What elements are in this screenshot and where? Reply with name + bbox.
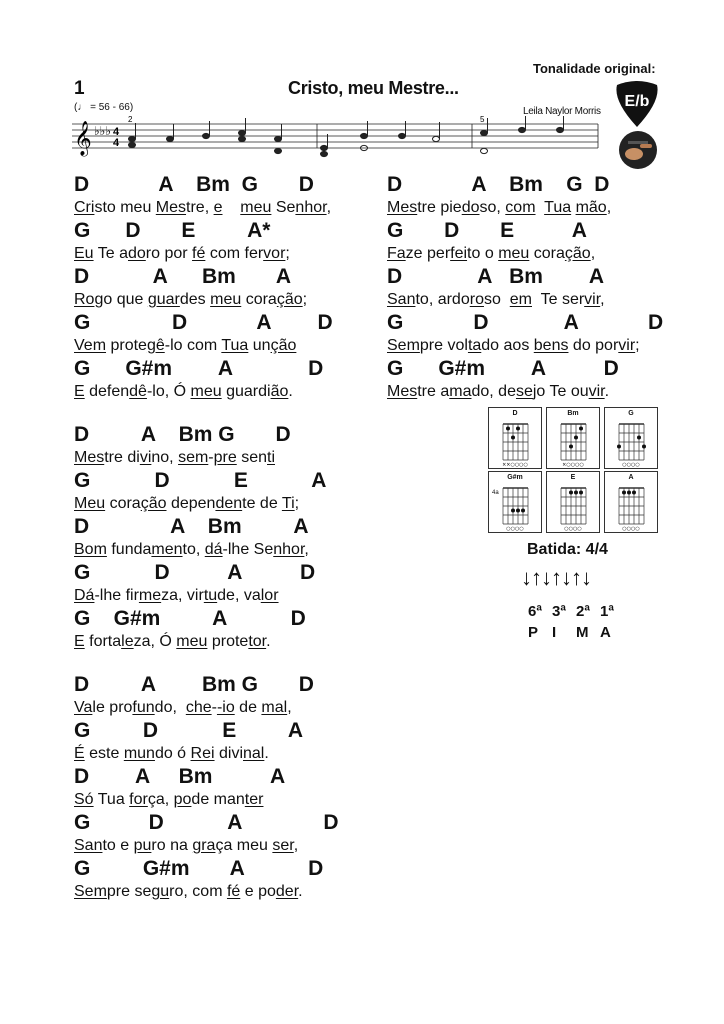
lyric-line: Mestre amado, desejo Te ouvir.	[387, 383, 610, 400]
stanza-gap	[74, 402, 338, 422]
lyric-line: Santo e puro na graça meu ser,	[74, 837, 299, 854]
chord-line: G D A D	[387, 311, 664, 334]
string-number: 2ª	[576, 603, 590, 620]
pick-key-badge	[613, 79, 661, 134]
strum-label: Batida: 4/4	[527, 541, 608, 558]
chord-line: G D A D	[74, 311, 333, 334]
song-title: Cristo, meu Mestre...	[288, 78, 459, 98]
lyric-line: Mestre divino, sem-pre senti	[74, 449, 275, 466]
fretboard-icon	[547, 418, 599, 468]
chord-diagram-d	[488, 407, 542, 469]
chord-line: G D E A*	[74, 219, 271, 242]
chord-line: D A Bm G D	[74, 173, 314, 196]
string-number: 3ª	[552, 603, 566, 620]
lyric-line: Dá-lhe firmeza, virtude, valor	[74, 587, 279, 604]
svg-text:2: 2	[128, 115, 133, 124]
lyric-line: Vale profundo, che--io de mal,	[74, 699, 292, 716]
chord-diagram-name: G	[628, 410, 634, 417]
lyric-line: Só Tua força, pode manter	[74, 791, 264, 808]
finger-letter: I	[552, 624, 557, 641]
svg-text:○○○○: ○○○○	[564, 526, 582, 532]
chord-line: G G#m A D	[74, 607, 306, 630]
lyric-line: Cristo meu Mestre, e meu Senhor,	[74, 199, 332, 216]
lyric-line: E defendê-lo, Ó meu guardião.	[74, 383, 293, 400]
svg-text:4: 4	[113, 126, 120, 138]
finger-row	[528, 622, 624, 643]
chord-line: G D E A	[74, 469, 327, 492]
lyric-line: É este mundo ó Rei divinal.	[74, 745, 269, 762]
lyric-line: Eu Te adoro por fé com fervor;	[74, 245, 290, 262]
lyric-line: Vem protegê-lo com Tua unção	[74, 337, 297, 354]
string-number: 1ª	[600, 603, 614, 620]
lyric-line: Mestre piedoso, com Tua mão,	[387, 199, 612, 216]
fretboard-icon	[489, 418, 541, 468]
composer: Leila Naylor Morris	[523, 106, 601, 117]
lyric-line: E fortaleza, Ó meu protetor.	[74, 633, 271, 650]
finger-letter: P	[528, 624, 539, 641]
chord-line: G D A D	[74, 811, 339, 834]
song-number: 1	[74, 78, 85, 99]
svg-text:××○○○○: ××○○○○	[502, 462, 528, 468]
chord-line: D A Bm A	[74, 265, 292, 288]
chord-line: D A Bm A	[387, 265, 605, 288]
finger-letter: M	[576, 624, 589, 641]
finger-table	[528, 601, 624, 643]
stanza-gap	[74, 652, 338, 672]
chord-diagram-a	[604, 471, 658, 533]
lyric-line: Meu coração dependente de Ti;	[74, 495, 300, 512]
svg-text:♭♭♭: ♭♭♭	[94, 124, 111, 138]
lyric-line: Sempre seguro, com fé e poder.	[74, 883, 303, 900]
chord-diagram-g	[604, 407, 658, 469]
chord-diagram-bm	[546, 407, 600, 469]
chord-diagram-e	[546, 471, 600, 533]
fretboard-icon	[605, 482, 657, 532]
hand-capo-icon	[618, 130, 658, 175]
chord-line: G G#m A D	[387, 357, 619, 380]
chord-line: D A Bm A	[74, 515, 309, 538]
chord-line: D A Bm A	[74, 765, 286, 788]
lyric-line: Sempre voltado aos bens do porvir;	[387, 337, 640, 354]
chord-line: G D E A	[74, 719, 304, 742]
lyric-line: Rogo que guardes meu coração;	[74, 291, 308, 308]
svg-text:5: 5	[480, 115, 485, 124]
string-number: 6ª	[528, 603, 542, 620]
original-key-label: Tonalidade original:	[533, 61, 656, 76]
chord-diagram-name: E	[570, 474, 576, 481]
lyric-line: Faze perfeito o meu coração,	[387, 245, 596, 262]
strum-arrows: ↓↑↓↑↓↑↓	[521, 565, 591, 590]
svg-text:𝄞: 𝄞	[74, 121, 92, 156]
lyric-line: Bom fundamento, dá-lhe Senhor,	[74, 541, 309, 558]
fretboard-icon	[605, 418, 657, 468]
svg-text:×○○○○: ×○○○○	[562, 462, 584, 468]
fretboard-icon	[547, 482, 599, 532]
chord-line: G G#m A D	[74, 857, 324, 880]
svg-text:E/b: E/b	[624, 93, 650, 110]
chord-diagram-name: D	[512, 410, 518, 417]
chord-line: G G#m A D	[74, 357, 324, 380]
lyrics-left-column	[74, 172, 338, 902]
chord-line: D A Bm G D	[387, 173, 610, 196]
chord-line: D A Bm G D	[74, 673, 314, 696]
lyrics-right-column	[387, 172, 663, 402]
chord-line: G D A D	[74, 561, 316, 584]
tempo-marking: (♩ = 56 - 66)	[74, 102, 134, 113]
chord-diagram-name: Bm	[567, 410, 579, 417]
svg-text:○○○○: ○○○○	[506, 526, 524, 532]
chord-diagram-name: G#m	[507, 474, 523, 481]
svg-text:○○○○: ○○○○	[622, 462, 640, 468]
chord-diagram-gsharpm	[488, 471, 542, 533]
finger-letter: A	[600, 624, 611, 641]
lyric-line: Santo, ardoroso em Te servir,	[387, 291, 605, 308]
chord-line: D A Bm G D	[74, 423, 291, 446]
fret-number: 4a	[492, 490, 499, 496]
svg-text:4: 4	[113, 137, 120, 149]
svg-text:○○○○: ○○○○	[622, 526, 640, 532]
chord-line: G D E A	[387, 219, 587, 242]
chord-diagram-name: A	[628, 474, 634, 481]
music-staff	[72, 112, 602, 169]
string-row	[528, 601, 624, 622]
